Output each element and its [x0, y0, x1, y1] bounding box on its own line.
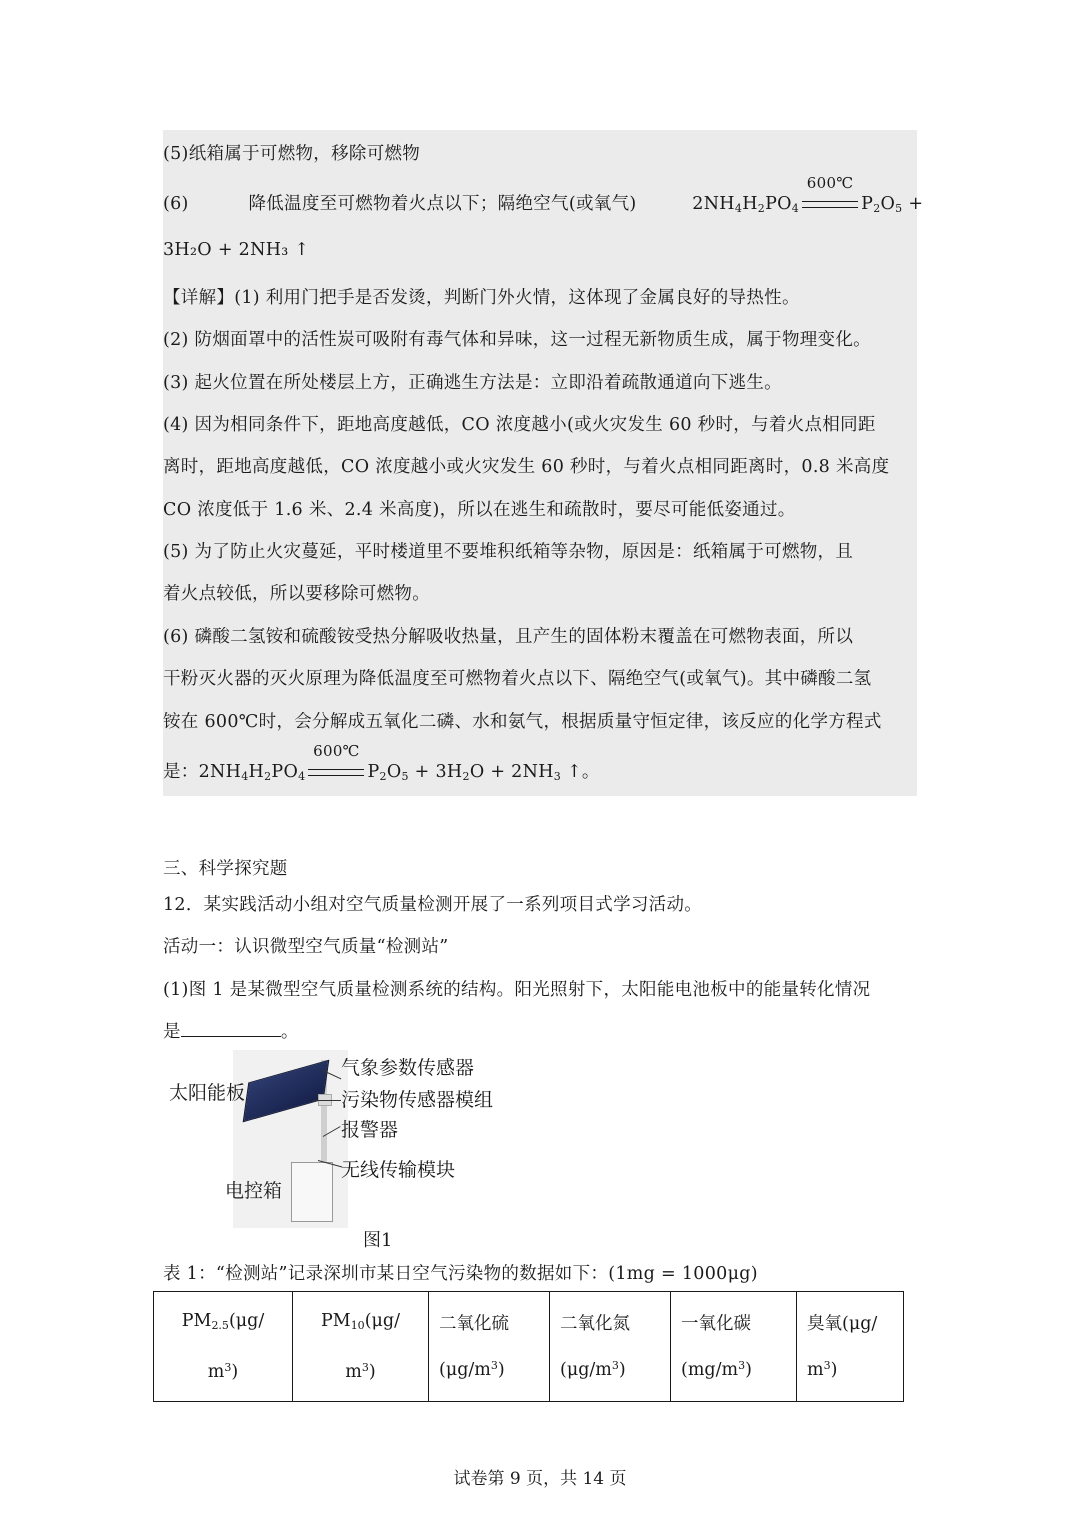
solar-panel-image [243, 1060, 330, 1123]
leader-pollutant [313, 1100, 341, 1101]
activity-1-title: 活动一：认识微型空气质量“检测站” [163, 937, 449, 957]
answer-line-6-cont: 3H₂O + 2NH₃ ↑ [163, 240, 310, 260]
detail-6-b: 干粉灭火器的灭火原理为降低温度至可燃物着火点以下、隔绝空气(或氧气)。其中磷酸二氢 [163, 669, 872, 689]
answer-line-5: (5)纸箱属于可燃物，移除可燃物 [163, 144, 421, 164]
detail-1: 【详解】(1) 利用门把手是否发烫，判断门外火情，这体现了金属良好的导热性。 [163, 288, 800, 308]
detail-4-a: (4) 因为相同条件下，距地高度越低，CO 浓度越小(或火灾发生 60 秒时，与着火点相同距 [163, 415, 876, 435]
detail-6-d-prefix: 是： [163, 762, 199, 782]
page-footer: 试卷第 9 页，共 14 页 [453, 1469, 627, 1489]
label-solar-panel: 太阳能板 [169, 1082, 246, 1104]
answer-line-6 [163, 174, 924, 215]
question-12: 12．某实践活动小组对空气质量检测开展了一系列项目式学习活动。 [163, 895, 703, 915]
section-heading: 三、科学探究题 [163, 859, 288, 879]
chemical-equation-2 [307, 742, 365, 782]
label-control-box: 电控箱 [225, 1180, 283, 1202]
header-no2: 二氧化氮 $(\mu g/m^3)$ [550, 1292, 671, 1402]
answer-6-number: (6) [163, 194, 189, 214]
label-alarm: 报警器 [341, 1119, 399, 1141]
detail-5-b: 着火点较低，所以要移除可燃物。 [163, 584, 430, 604]
chemical-equation: $2NH_4H_2PO_4$ 600℃ $P_2O_5$ + [692, 174, 924, 215]
label-pollutant-sensor: 污染物传感器模组 [341, 1089, 494, 1111]
figure-caption: 图1 [363, 1230, 393, 1251]
detail-6-d-suffix: 。 [581, 762, 600, 782]
header-so2: 二氧化硫 $(\mu g/m^3)$ [429, 1292, 550, 1402]
table-caption: 表 1：“检测站”记录深圳市某日空气污染物的数据如下：(1mg = 1000μg) [163, 1264, 758, 1284]
label-weather-sensor: 气象参数传感器 [341, 1057, 475, 1079]
question-1-b-text: 是 [163, 1022, 181, 1042]
question-1-a: (1)图 1 是某微型空气质量检测系统的结构。阳光照射下，太阳能电池板中的能量转化情况 [163, 980, 871, 1000]
header-o3: 臭氧(μg/ $m^3$) [797, 1292, 904, 1402]
detail-6-c: 铵在 600℃时，会分解成五氧化二磷、水和氨气，根据质量守恒定律，该反应的化学方程式 [163, 712, 882, 732]
answer-blank[interactable] [181, 1022, 281, 1037]
header-pm25: $PM_{2.5}(\mu g/$ $m^3$) [154, 1292, 293, 1402]
detail-4-c: CO 浓度低于 1.6 米、2.4 米高度)，所以在逃生和疏散时，要尽可能低姿通过。 [163, 500, 796, 520]
header-pm10: $PM_{10}(\mu g/$ $m^3$) [293, 1292, 429, 1402]
equation-condition: 600℃ [806, 174, 854, 192]
control-box-image [291, 1162, 333, 1222]
equation-condition-2: 600℃ [313, 742, 360, 760]
detail-6-d: 是：$2NH_4H_2PO_4$ 600℃ $P_2O_5 + 3H_2O + 2NH_3$ ↑。 [163, 742, 600, 783]
question-1-b [163, 1018, 299, 1043]
answer-6-text: 降低温度至可燃物着火点以下；隔绝空气(或氧气) [248, 194, 637, 214]
figure-1 [163, 1048, 523, 1263]
pollutant-table [153, 1291, 904, 1402]
header-co: 一氧化碳 $(mg/m^3)$ [671, 1292, 797, 1402]
detail-3: (3) 起火位置在所处楼层上方，正确逃生方法是：立即沿着疏散通道向下逃生。 [163, 373, 782, 393]
detail-2: (2) 防烟面罩中的活性炭可吸附有毒气体和异味，这一过程无新物质生成，属于物理变化。 [163, 330, 871, 350]
question-1-b-end: 。 [280, 1022, 299, 1042]
detail-6-a: (6) 磷酸二氢铵和硫酸铵受热分解吸收热量，且产生的固体粉末覆盖在可燃物表面，所以 [163, 627, 854, 647]
table-header-row [154, 1292, 904, 1402]
label-wireless: 无线传输模块 [341, 1159, 456, 1181]
detail-4-b: 离时，距地高度越低，CO 浓度越小或火灾发生 60 秒时，与着火点相同距离时，0.8 米高度 [163, 457, 890, 477]
detail-5-a: (5) 为了防止火灾蔓延，平时楼道里不要堆积纸箱等杂物，原因是：纸箱属于可燃物，且 [163, 542, 854, 562]
